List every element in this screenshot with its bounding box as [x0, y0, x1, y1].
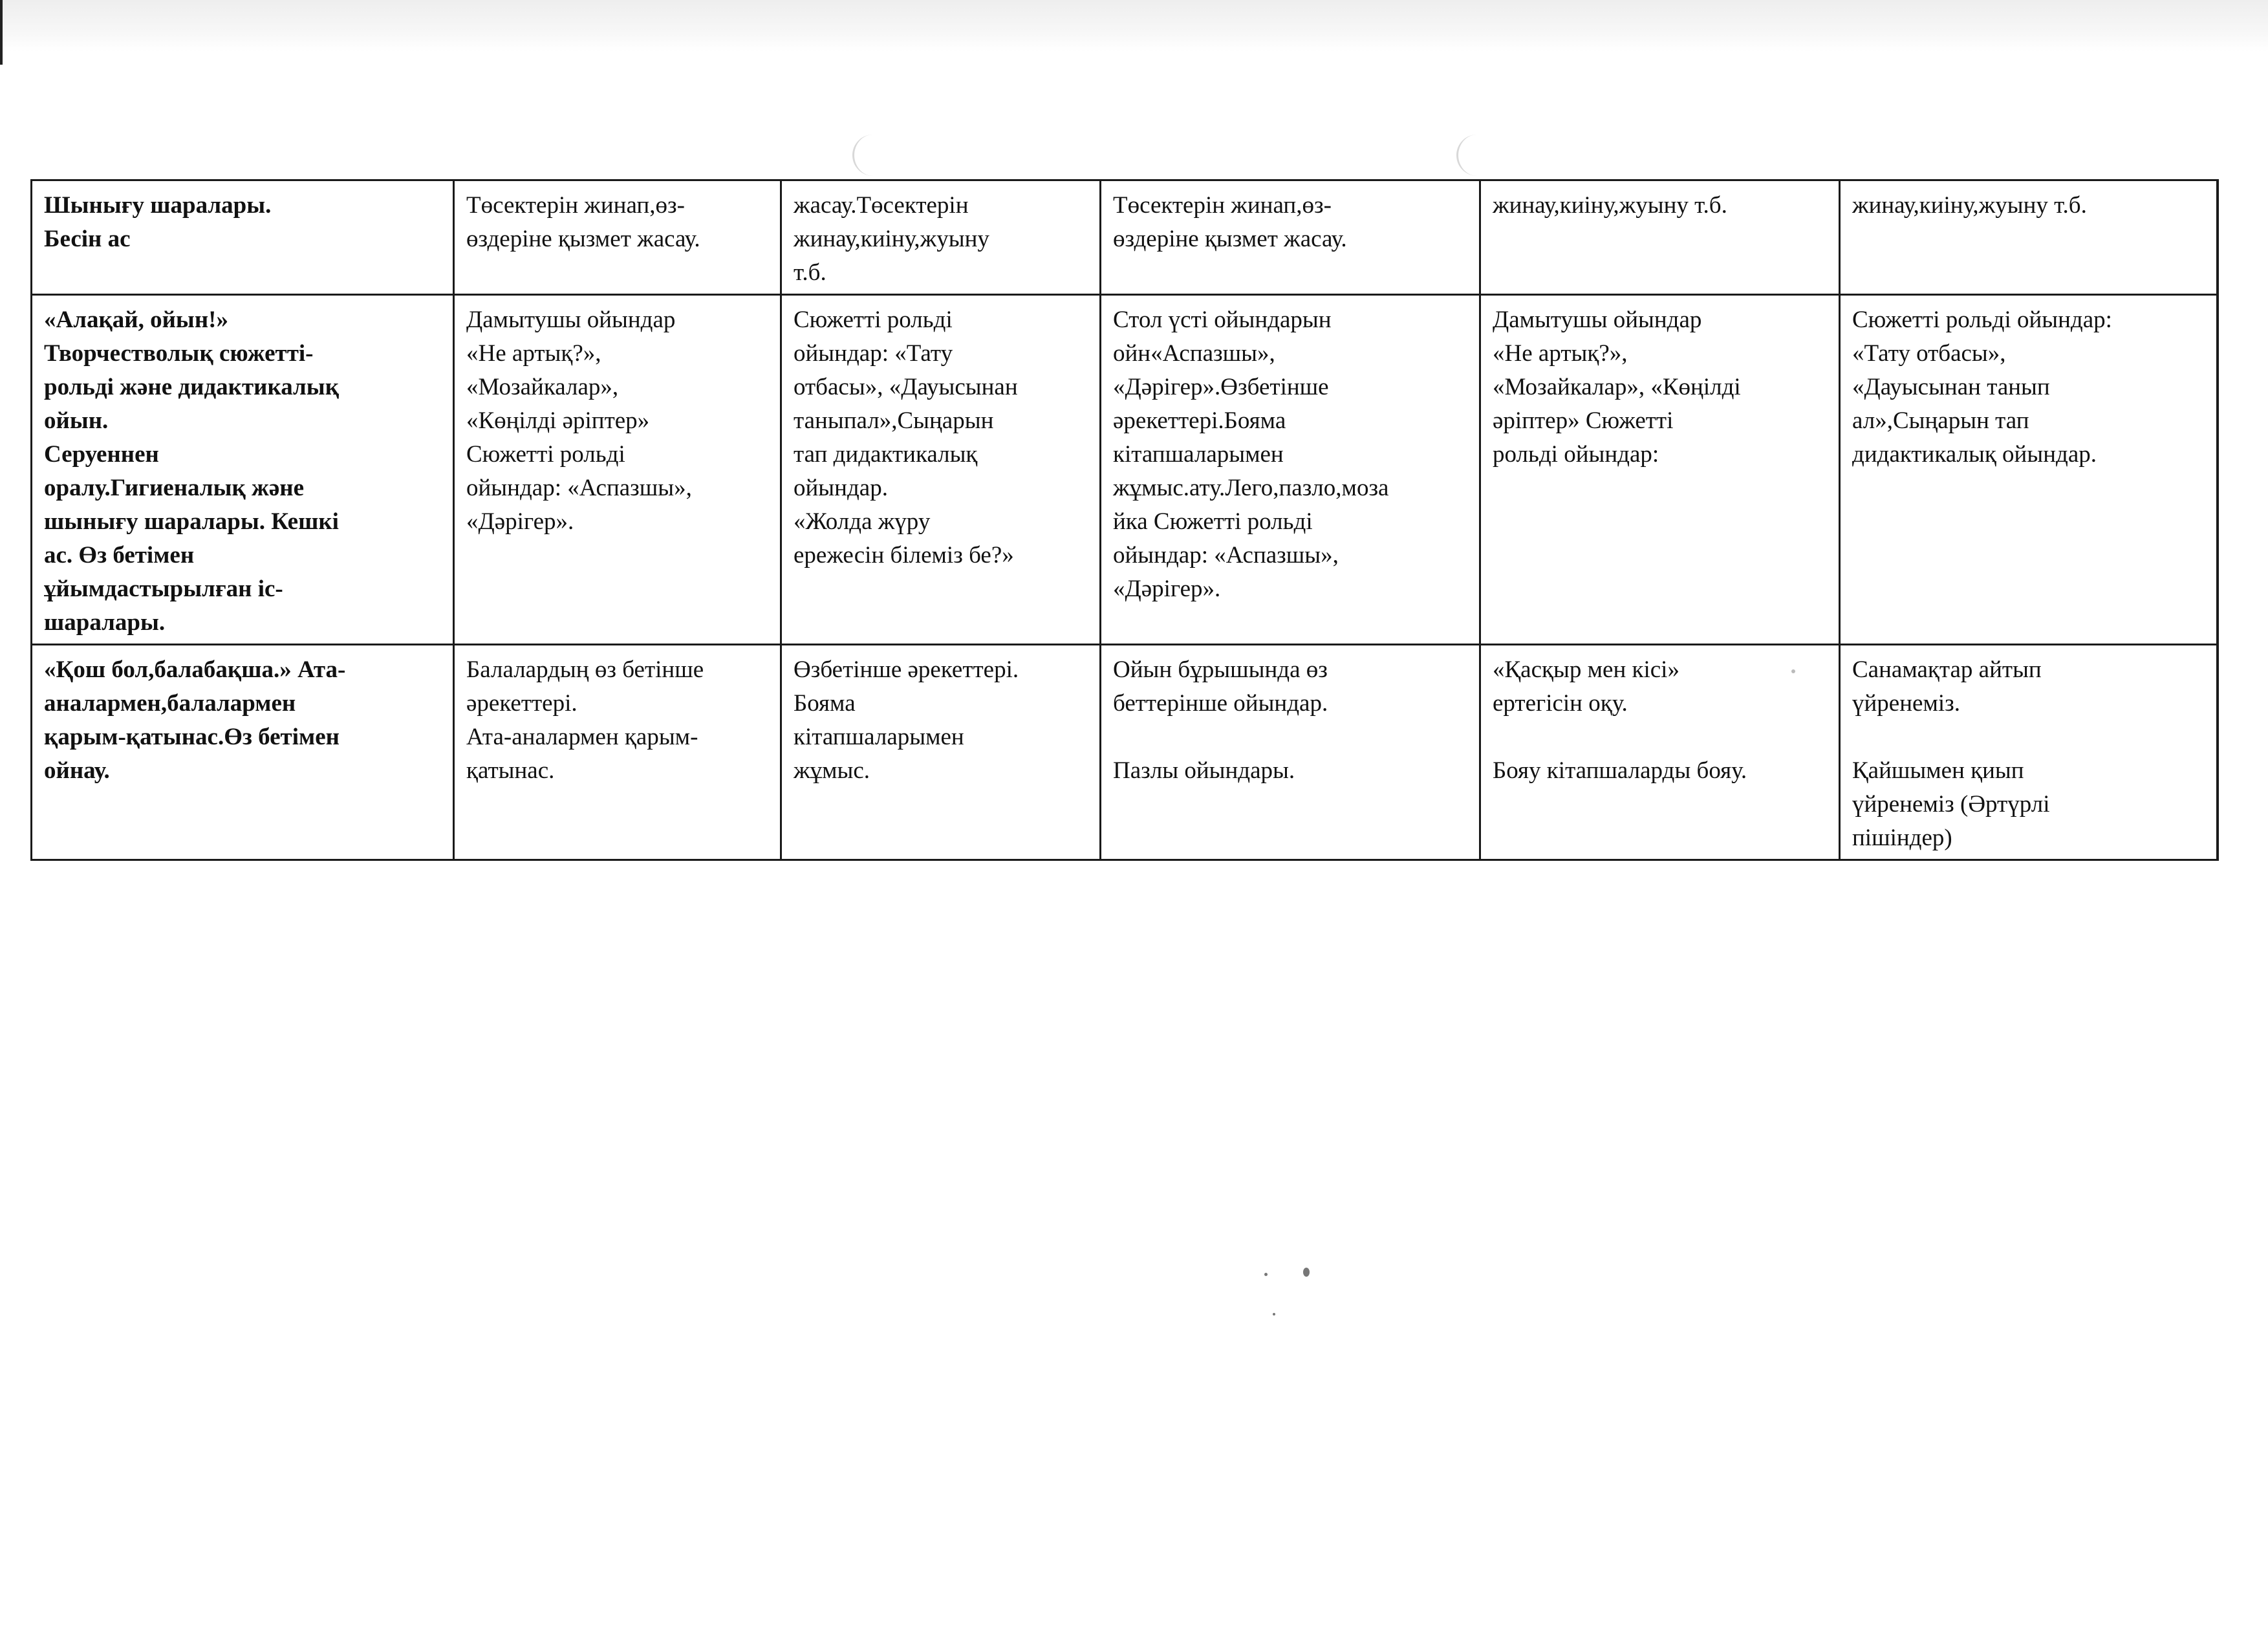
punch-hole-mark — [1456, 135, 1482, 176]
day-cell: Сюжетті рольді ойындар: «Тату отбасы», «Дауысынан таныпал»,Сыңарын тап дидактикалық ойындар. «Жолда жүру ережесін білеміз бе?» — [781, 295, 1101, 645]
scan-speck — [1273, 1313, 1275, 1316]
punch-hole-mark — [852, 135, 878, 176]
activity-cell: «Қош бол,балабақша.» Ата- аналармен,балалармен қарым-қатынас.Өз бетімен ойнау. — [32, 645, 454, 860]
day-cell: Ойын бұрышында өз беттерінше ойындар. Пазлы ойындары. — [1101, 645, 1480, 860]
day-cell: жинау,киіну,жуыну т.б. — [1480, 180, 1840, 295]
day-cell: жинау,киіну,жуыну т.б. — [1840, 180, 2218, 295]
daily-schedule-table — [30, 179, 2219, 861]
scan-speck — [1264, 1273, 1268, 1276]
day-cell: Дамытушы ойындар «Не артық?», «Мозайкалар», «Көңілді әріптер» Сюжетті рольді ойындар: «Аспазшы», «Дәрігер». — [454, 295, 781, 645]
table-row — [32, 645, 2218, 860]
day-cell: Балалардың өз бетінше әрекеттері. Ата-аналармен қарым- қатынас. — [454, 645, 781, 860]
activity-cell: Шынығу шаралары. Бесін ас — [32, 180, 454, 295]
day-cell: Сюжетті рольді ойындар: «Тату отбасы», «Дауысынан танып ал»,Сыңарын тап дидактикалық ойындар. — [1840, 295, 2218, 645]
table-row — [32, 180, 2218, 295]
scan-edge-top — [3, 0, 2268, 52]
day-cell: жасау.Төсектерін жинау,киіну,жуыну т.б. — [781, 180, 1101, 295]
scan-speck — [1791, 669, 1795, 673]
table-row — [32, 295, 2218, 645]
day-cell: Дамытушы ойындар «Не артық?», «Мозайкалар», «Көңілді әріптер» Сюжетті рольді ойындар: — [1480, 295, 1840, 645]
activity-cell: «Алақай, ойын!» Творчестволық сюжетті- рольді және дидактикалық ойын. Серуеннен оралу.Гигиеналық және шынығу шаралары. Кешкі ас. Өз бетімен ұйымдастырылған іс- шаралары. — [32, 295, 454, 645]
day-cell: «Қасқыр мен кісі» ертегісін оқу. Бояу кітапшаларды бояу. — [1480, 645, 1840, 860]
scan-speck — [1303, 1268, 1310, 1277]
day-cell: Өзбетінше әрекеттері. Бояма кітапшаларымен жұмыс. — [781, 645, 1101, 860]
day-cell: Төсектерін жинап,өз- өздеріне қызмет жасау. — [1101, 180, 1480, 295]
day-cell: Санамақтар айтып үйренеміз. Қайшымен қиып үйренеміз (Әртүрлі пішіндер) — [1840, 645, 2218, 860]
day-cell: Төсектерін жинап,өз- өздеріне қызмет жасау. — [454, 180, 781, 295]
day-cell: Стол үсті ойындарын ойн«Аспазшы», «Дәрігер».Өзбетінше әрекеттері.Бояма кітапшаларымен жұмыс.ату.Лего,пазло,моза йка Сюжетті рольді ойындар: «Аспазшы», «Дәрігер». — [1101, 295, 1480, 645]
